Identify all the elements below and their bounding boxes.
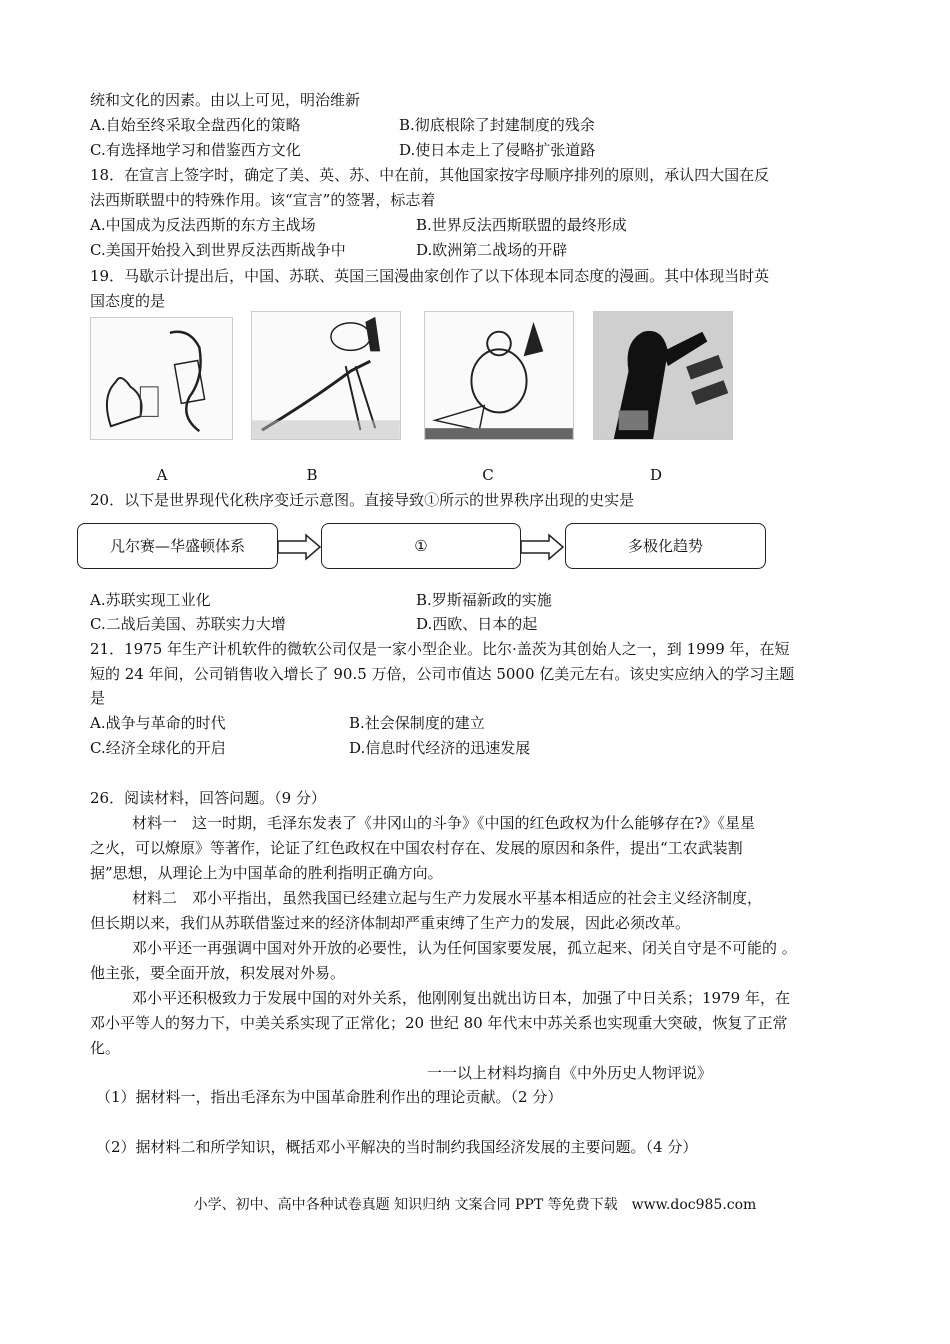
material-2: 材料二 邓小平指出，虽然我国已经建立起与生产力发展水平基本相适应的社会主义经济制度， xyxy=(132,889,763,907)
sub-question-1: （1）据材料一，指出毛泽东为中国革命胜利作出的理论贡献。（2 分） xyxy=(96,1088,563,1106)
material-source: 一一以上材料均摘自《中外历史人物评说》 xyxy=(427,1064,713,1082)
question-21: 21．1975 年生产计机软件的微软公司仅是一家小型企业。比尔·盖茨为其创始人之一，到 1999 年，在短 xyxy=(90,640,790,658)
option-d: D.欧洲第二战场的开辟 xyxy=(416,241,568,259)
cartoon-a-image xyxy=(90,317,233,440)
question-18-cont: 法西斯联盟中的特殊作用。该“宣言”的签署，标志着 xyxy=(90,191,436,209)
question-21-cont: 短的 24 年间，公司销售收入增长了 90.5 万倍，公司市值达 5000 亿美元左右。该史实应纳入的学习主题 xyxy=(90,665,795,683)
flow-arrow-2 xyxy=(521,533,565,561)
cartoon-c-image xyxy=(424,311,574,440)
page-footer: 小学、初中、高中各种试卷真题 知识归纳 文案合同 PPT 等免费下载 www.doc985.com xyxy=(193,1197,757,1213)
option-b: B.彻底根除了封建制度的残余 xyxy=(399,116,595,134)
material-2-para: 邓小平还积极致力于发展中国的对外关系，他刚刚复出就出访日本，加强了中日关系；1979 年，在 xyxy=(132,989,790,1007)
option-b: B.罗斯福新政的实施 xyxy=(416,591,552,609)
option-a: A.中国成为反法西斯的东方主战场 xyxy=(90,216,316,234)
option-c: C.经济全球化的开启 xyxy=(90,739,226,757)
material-2-para: 邓小平还一再强调中国对外开放的必要性，认为任何国家要发展，孤立起来、闭关自守是不可能的 。 xyxy=(132,939,797,957)
cartoon-a-label: A xyxy=(156,466,168,484)
cartoon-b-label: B xyxy=(306,466,318,484)
question-18: 18．在宣言上签字时，确定了美、英、苏、中在前，其他国家按字母顺序排列的原则，承认四大国在反 xyxy=(90,166,770,184)
question-21-cont: 是 xyxy=(90,689,106,707)
flow-arrow-1 xyxy=(278,533,322,561)
cartoon-b-image xyxy=(251,311,401,440)
option-a: A.苏联实现工业化 xyxy=(90,591,211,609)
option-c: C.美国开始投入到世界反法西斯战争中 xyxy=(90,241,346,259)
cartoon-c-label: C xyxy=(482,466,494,484)
material-2-cont: 但长期以来，我们从苏联借鉴过来的经济体制却严重束缚了生产力的发展，因此必须改革。 xyxy=(90,914,691,932)
material-2-cont: 化。 xyxy=(90,1039,121,1057)
flow-box-multipolar: 多极化趋势 xyxy=(565,523,766,569)
material-1: 材料一 这一时期，毛泽东发表了《井冈山的斗争》《中国的红色政权为什么能够存在?》《星星 xyxy=(132,814,756,832)
option-d: D.使日本走上了侵略扩张道路 xyxy=(399,141,596,159)
question-20: 20．以下是世界现代化秩序变迁示意图。直接导致①所示的世界秩序出现的史实是 xyxy=(90,491,635,509)
cartoon-d-label: D xyxy=(649,466,663,484)
material-2-cont: 邓小平等人的努力下，中美关系实现了正常化；20 世纪 80 年代末中苏关系也实现重大突破，恢复了正常 xyxy=(90,1014,788,1032)
material-1-cont: 据”思想，从理论上为中国革命的胜利指明正确方向。 xyxy=(90,864,443,882)
option-b: B.世界反法西斯联盟的最终形成 xyxy=(416,216,627,234)
option-c: C.二战后美国、苏联实力大增 xyxy=(90,615,286,633)
sub-question-2: （2）据材料二和所学知识，概括邓小平解决的当时制约我国经济发展的主要问题。（4 分） xyxy=(96,1138,698,1156)
question-19: 19．马歇示计提出后，中国、苏联、英国三国漫曲家创作了以下体现本同态度的漫画。其中体现当时英 xyxy=(90,267,770,285)
material-2-cont: 他主张，要全面开放，积发展对外易。 xyxy=(90,964,346,982)
option-a: A.自始至终采取全盘西化的策略 xyxy=(90,116,301,134)
flow-box-1: ① xyxy=(321,523,521,569)
cartoon-d-image xyxy=(593,311,733,440)
flow-box-versailles: 凡尔赛—华盛顿体系 xyxy=(77,523,278,569)
material-1-cont: 之火，可以燎原》等著作，论证了红色政权在中国农村存在、发展的原因和条件，提出“工农武装割 xyxy=(90,839,743,857)
text-line: 统和文化的因素。由以上可见，明治维新 xyxy=(90,91,361,109)
option-d: D.信息时代经济的迅速发展 xyxy=(349,739,531,757)
question-26-title: 26．阅读材料，回答问题。（9 分） xyxy=(90,789,326,807)
option-a: A.战争与革命的时代 xyxy=(90,714,226,732)
question-19-cont: 国态度的是 xyxy=(90,292,166,310)
option-c: C.有选择地学习和借鉴西方文化 xyxy=(90,141,301,159)
option-d: D.西欧、日本的起 xyxy=(416,615,538,633)
option-b: B.社会保制度的建立 xyxy=(349,714,485,732)
